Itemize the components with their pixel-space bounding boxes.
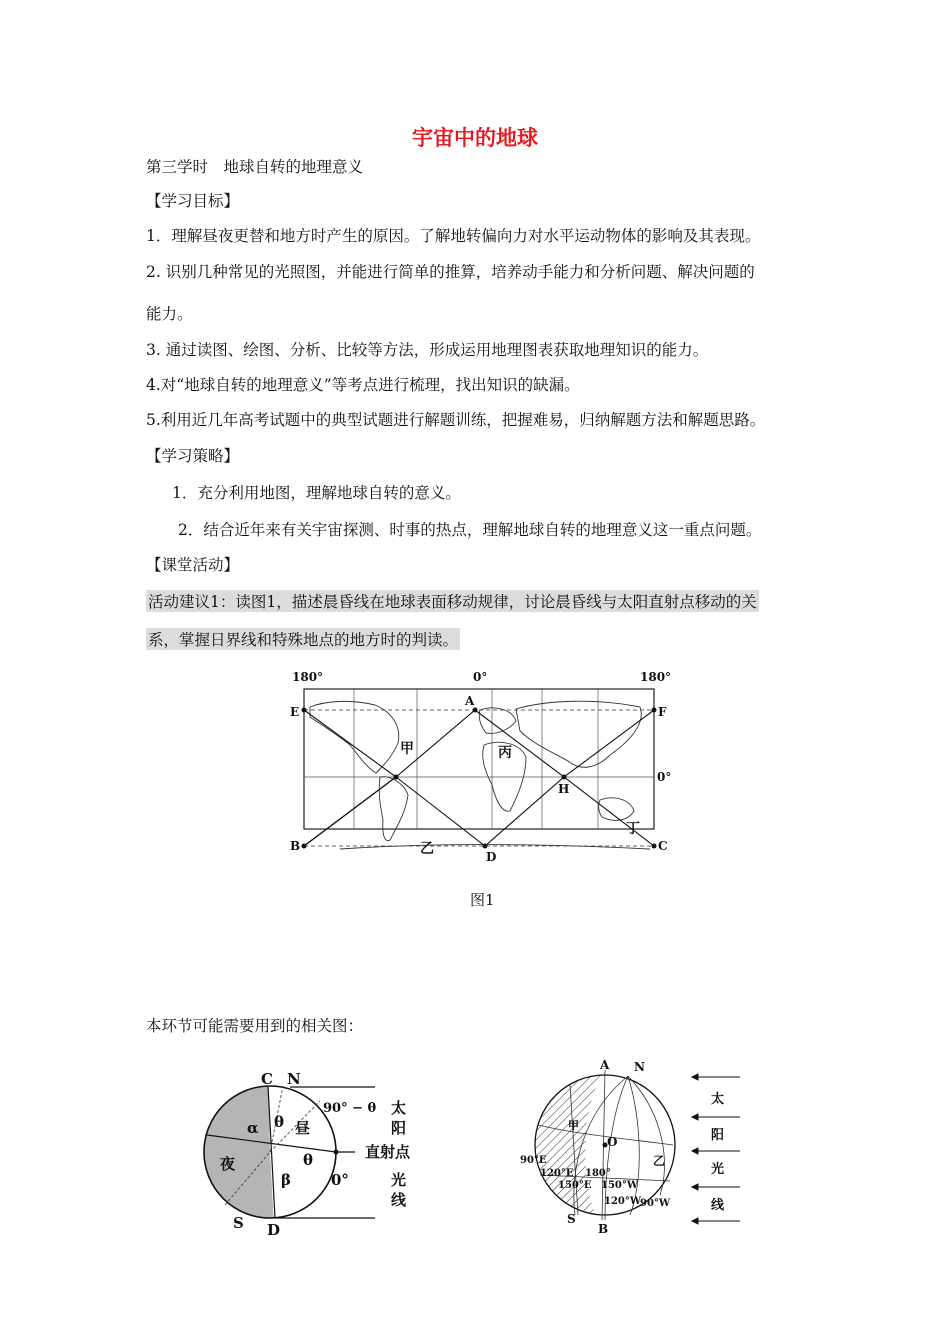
label-o: O	[607, 1135, 618, 1149]
sun-char-4: 线	[711, 1198, 725, 1213]
strategy-2: 2．结合近年来有关宇宙探测、时事的热点，理解地球自转的地理意义这一重点问题。	[178, 521, 762, 539]
sun-char-1: 太	[711, 1092, 725, 1107]
label-angle-top: 90° − θ	[323, 1101, 377, 1116]
terminator-left	[304, 710, 396, 846]
goal-2-line2: 能力。	[146, 305, 193, 323]
point-h: H	[558, 782, 570, 796]
antarctica	[340, 845, 650, 850]
label-day: 昼	[295, 1119, 311, 1137]
region-yi: 乙	[420, 841, 434, 857]
label-equator: 0°	[657, 770, 672, 784]
figure3-globe	[510, 1055, 760, 1235]
sun-char-2: 阳	[391, 1119, 407, 1137]
label-n: N	[634, 1060, 645, 1074]
night-hatched-area	[510, 1055, 605, 1235]
label-d: D	[267, 1221, 281, 1239]
lon-90e: 90°E	[520, 1155, 547, 1166]
goal-4: 4.对“地球自转的地理意义”等考点进行梳理，找出知识的缺漏。	[146, 376, 580, 394]
point-a: A	[465, 694, 475, 708]
goals-heading: 【学习目标】	[146, 192, 240, 210]
lon-120w: 120°W	[604, 1196, 642, 1207]
goal-1: 1．理解昼夜更替和地方时产生的原因。了解地转偏向力对水平运动物体的影响及其表现。	[146, 227, 761, 245]
goal-5: 5.利用近几年高考试题中的典型试题进行解题训练，把握难易，归纳解题方法和解题思路。	[146, 411, 766, 429]
label-yi: 乙	[653, 1154, 666, 1168]
label-alpha: α	[247, 1119, 259, 1137]
label-lon-left: 180°	[292, 670, 324, 684]
terminator-lower-left	[304, 777, 396, 846]
strategy-heading: 【学习策略】	[146, 447, 240, 465]
activity-heading: 【课堂活动】	[146, 556, 240, 574]
region-jia: 甲	[400, 741, 414, 757]
lon-120e: 120°E	[540, 1168, 574, 1179]
label-a: A	[600, 1058, 610, 1072]
label-subsolar: 直射点	[365, 1143, 411, 1161]
label-lon-mid: 0°	[473, 670, 488, 684]
region-bing: 丙	[498, 745, 512, 761]
label-c: C	[261, 1070, 273, 1088]
page-title: 宇宙中的地球	[412, 125, 538, 150]
label-theta2: θ	[303, 1151, 314, 1169]
label-jia: 甲	[568, 1119, 579, 1132]
label-lon-right: 180°	[640, 670, 672, 684]
sun-char-2: 阳	[711, 1128, 725, 1143]
figure1-map	[280, 665, 680, 865]
point-d: D	[486, 850, 497, 864]
lon-150w: 150°W	[601, 1180, 639, 1191]
lon-90w: 90°W	[640, 1198, 671, 1209]
label-night: 夜	[220, 1155, 236, 1173]
lon-180: 180°	[585, 1168, 611, 1179]
activity-1-line1: 活动建议1：读图1，描述晨昏线在地球表面移动规律，讨论晨昏线与太阳直射点移动的关	[146, 590, 759, 612]
goal-2-line1: 2. 识别几种常见的光照图，并能进行简单的推算，培养动手能力和分析问题、解决问题的	[146, 263, 755, 281]
lesson-subtitle: 第三学时 地球自转的地理意义	[146, 158, 364, 176]
point-f: F	[658, 705, 667, 719]
europe	[479, 708, 516, 733]
label-b: B	[598, 1222, 609, 1235]
point-b: B	[290, 839, 301, 853]
sun-char-4: 线	[391, 1191, 407, 1209]
label-s: S	[233, 1214, 244, 1232]
north-america	[310, 701, 399, 773]
label-beta: β	[281, 1171, 291, 1189]
label-theta1: θ	[274, 1113, 285, 1131]
label-n: N	[287, 1070, 301, 1088]
label-s: S	[567, 1212, 576, 1226]
goal-3: 3. 通过读图、绘图、分析、比较等方法，形成运用地理图表获取地理知识的能力。	[146, 341, 709, 359]
terminator-lower	[396, 777, 654, 846]
figure2-section	[195, 1065, 445, 1245]
related-figures-label: 本环节可能需要用到的相关图：	[146, 1017, 364, 1035]
figure1-caption: 图1	[470, 891, 495, 909]
strategy-1: 1．充分利用地图，理解地球自转的意义。	[172, 484, 461, 502]
lon-150e: 150°E	[558, 1180, 592, 1191]
asia	[516, 701, 641, 767]
point-e: E	[290, 705, 300, 719]
sun-char-3: 光	[711, 1162, 725, 1177]
sun-char-3: 光	[391, 1171, 407, 1189]
label-zero: 0°	[331, 1171, 349, 1189]
sun-char-1: 太	[391, 1099, 407, 1117]
region-ding: 丁	[626, 821, 640, 837]
point-c: C	[658, 839, 668, 853]
activity-1-line2: 系，掌握日界线和特殊地点的地方时的判读。	[146, 628, 460, 650]
